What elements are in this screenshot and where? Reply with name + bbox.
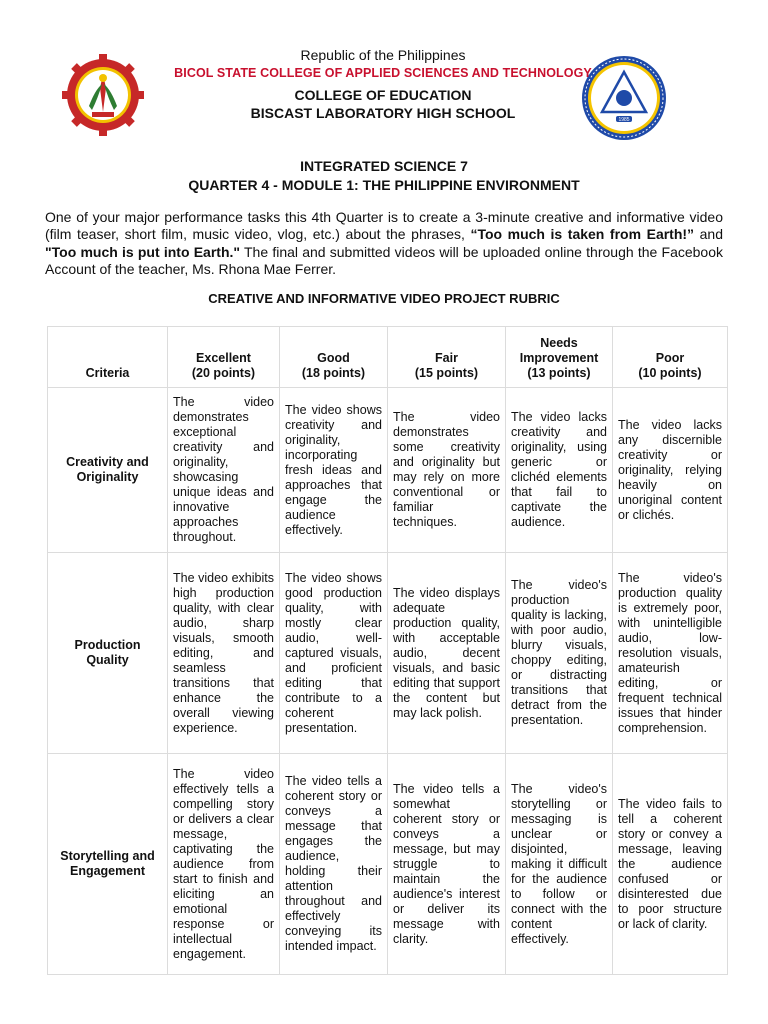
intro-and: and	[694, 226, 723, 243]
college-name: BICOL STATE COLLEGE OF APPLIED SCIENCES AND TECHNOLOGY	[174, 66, 592, 80]
intro-text-2: The final and submitted videos will be uploaded online through the Facebook Account of the teacher, Ms. Rhona Mae Ferrer.	[45, 243, 723, 278]
school-name: BISCAST LABORATORY HIGH SCHOOL	[250, 105, 516, 121]
intro-text-1: One of your major performance tasks this 4th Quarter is to create a 3-minute creative and informative video (film teaser, short film, music video, vlog, etc.) about the phrases,	[45, 209, 723, 243]
header-label: Good	[317, 351, 350, 365]
rubric-title: CREATIVE AND INFORMATIVE VIDEO PROJECT RUBRIC	[208, 291, 560, 306]
cell-poor: The video's production quality is extremely poor, with unintelligible audio, low-resolution visuals, amateurish editing, or frequent technical issues that hinder comprehension.	[613, 553, 728, 754]
seal-year-text: 1985	[618, 117, 630, 123]
cell-fair: The video displays adequate production quality, with acceptable audio, decent visuals, and basic editing that support the content but may lack polish.	[388, 553, 506, 754]
cell-excellent: The video effectively tells a compelling story or delivers a clear message, captivating the audience from start to finish and eliciting an emotional response or intellectual engagement.	[168, 754, 280, 975]
phrase-put: "Too much is put into Earth."	[45, 243, 241, 260]
cell-excellent: The video exhibits high production quality, with clear audio, sharp visuals, smooth editing, and seamless transitions that enhance the overall viewing experience.	[168, 553, 280, 754]
header-needs-improvement	[506, 327, 613, 388]
cell-poor: The video fails to tell a coherent story or convey a message, leaving the audience confused or disinterested due to poor structure or lack of clarity.	[613, 754, 728, 975]
cell-needs-improvement: The video's storytelling or messaging is unclear or disjointed, making it difficult for the audience to follow or connect with the content effectively.	[506, 754, 613, 975]
cell-good: The video tells a coherent story or conveys a message that engages the audience, holding their attention throughout and effectively conveying its intended impact.	[280, 754, 388, 975]
header-points: (13 points)	[527, 366, 591, 380]
criterion-production: Production Quality	[48, 553, 168, 754]
header-label: Poor	[655, 351, 685, 365]
criterion-creativity: Creativity and Originality	[48, 388, 168, 553]
header-points: (15 points)	[414, 366, 479, 380]
header-points: (10 points)	[638, 366, 702, 380]
header-points: (20 points)	[191, 366, 256, 380]
cell-excellent: The video demonstrates exceptional creativity and originality, showcasing unique ideas and innovative approaches throughout.	[168, 388, 280, 553]
cell-good: The video shows creativity and originality, incorporating fresh ideas and approaches that engage the audience effectively.	[280, 388, 388, 553]
cell-poor: The video lacks any discernible creativity or originality, relying heavily on unoriginal content or clichés.	[613, 388, 728, 553]
department-name: COLLEGE OF EDUCATION	[294, 87, 472, 103]
phrase-taken: “Too much is taken from Earth!”	[470, 226, 695, 243]
table-row	[48, 754, 728, 975]
header-excellent	[168, 327, 280, 388]
cell-fair: The video tells a somewhat coherent story or conveys a message, but may struggle to maintain the audience's interest or deliver its message with clarity.	[388, 754, 506, 975]
header-points: (18 points)	[301, 366, 366, 380]
cell-good: The video shows good production quality, with mostly clear audio, well-captured visuals, and proficient editing that contribute to a coherent presentation.	[280, 553, 388, 754]
rubric-table	[47, 326, 728, 975]
table-row	[48, 388, 728, 553]
header-label: Fair	[435, 351, 458, 365]
header-label: Excellent	[196, 351, 251, 365]
header-fair	[388, 327, 506, 388]
task-instructions	[45, 209, 723, 279]
republic-line: Republic of the Philippines	[300, 47, 466, 63]
cell-fair: The video demonstrates some creativity and originality but may rely on more conventional or familiar techniques.	[388, 388, 506, 553]
table-header-row	[48, 327, 728, 388]
header-poor	[613, 327, 728, 388]
cell-needs-improvement: The video's production quality is lacking, with poor audio, blurry visuals, choppy editing, or distracting transitions that detract from the presentation.	[506, 553, 613, 754]
table-row	[48, 553, 728, 754]
document-header	[0, 0, 768, 150]
cell-needs-improvement: The video lacks creativity and originality, using generic or clichéd elements that fail to captivate the audience.	[506, 388, 613, 553]
bicol-state-college-seal-logo	[62, 54, 144, 136]
header-label: Criteria	[85, 366, 130, 380]
subject-title: INTEGRATED SCIENCE 7	[300, 158, 468, 174]
header-good	[280, 327, 388, 388]
header-criteria	[48, 327, 168, 388]
criterion-storytelling: Storytelling and Engagement	[48, 754, 168, 975]
module-title: QUARTER 4 - MODULE 1: THE PHILIPPINE ENVIRONMENT	[188, 177, 580, 193]
header-label: Needs Improvement	[519, 336, 599, 365]
